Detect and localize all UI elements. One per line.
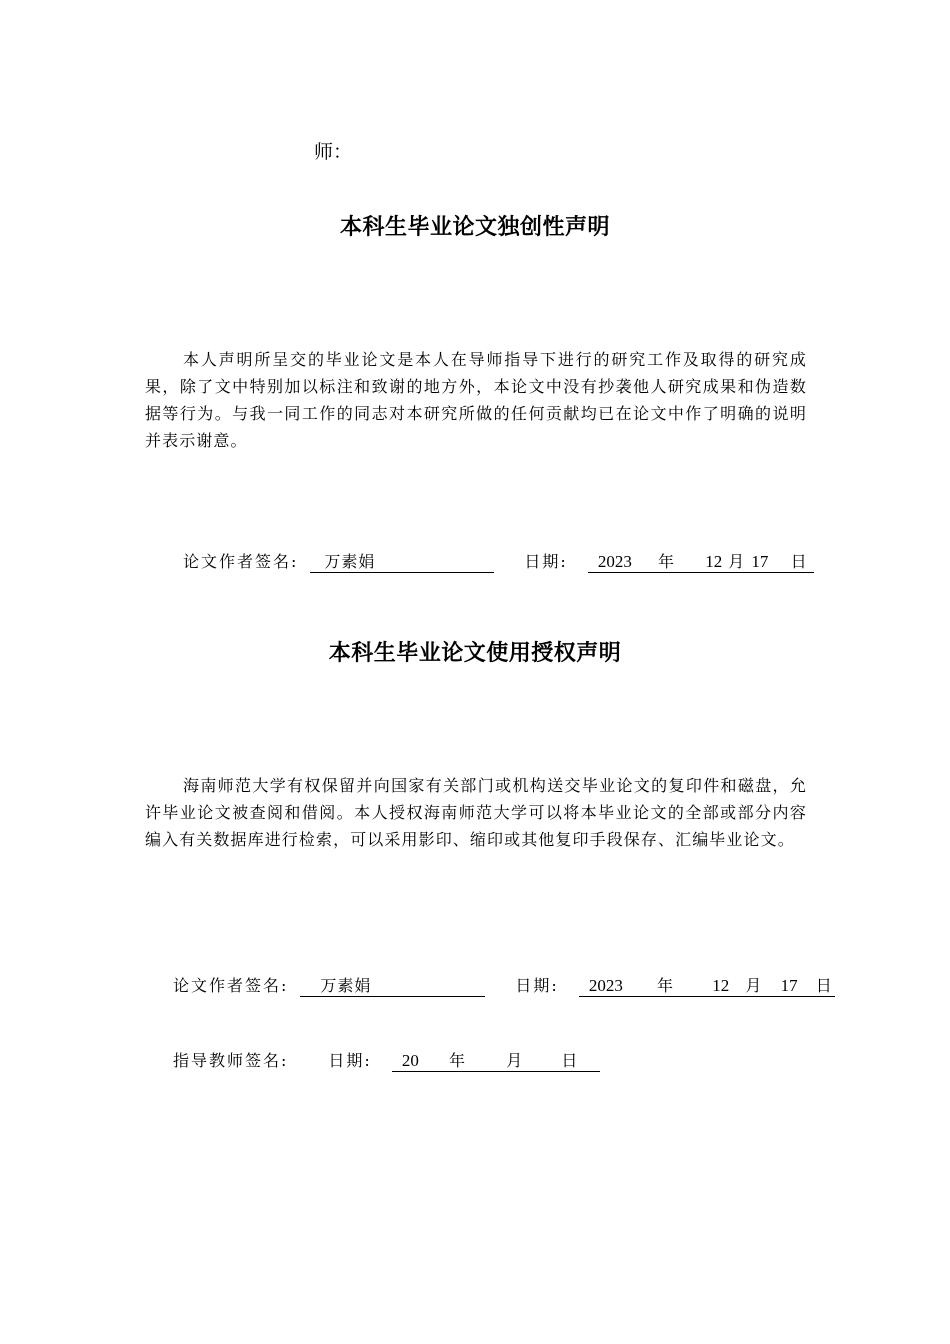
- advisor-date-day-unit: 日: [561, 1051, 579, 1070]
- author-signature-name: 万素娟: [320, 976, 372, 995]
- advisor-date-year-unit: 年: [449, 1051, 467, 1070]
- date-year-unit: 年: [657, 976, 675, 995]
- date-field[interactable]: [579, 976, 835, 997]
- advisor-date-year: 20: [401, 1051, 419, 1070]
- authorization-signature-line: [173, 973, 835, 997]
- date-month: 12: [712, 976, 730, 995]
- date-month-unit: 月: [745, 976, 763, 995]
- date-year: 2023: [597, 552, 632, 571]
- date-year: 2023: [588, 976, 623, 995]
- date-label: 日期:: [515, 976, 559, 995]
- advisor-signature-line: [173, 1048, 600, 1072]
- date-day: 17: [751, 552, 769, 571]
- author-signature-label: 论文作者签名:: [183, 552, 299, 571]
- date-field[interactable]: [588, 552, 814, 573]
- advisor-date-field[interactable]: [392, 1051, 601, 1072]
- date-month-unit: 月: [728, 552, 746, 571]
- authorization-body: 海南师范大学有权保留并向国家有关部门或机构送交毕业论文的复印件和磁盘，允许毕业论文被查阅和借阅。本人授权海南师范大学可以将本毕业论文的全部或部分内容编入有关数据库进行检索，可以采用影印、缩印或其他复印手段保存、汇编毕业论文。: [145, 776, 807, 849]
- advisor-label-fragment: 师：: [314, 141, 353, 163]
- author-signature-field[interactable]: [310, 552, 494, 573]
- date-label: 日期:: [524, 552, 568, 571]
- advisor-signature-label: 指导教师签名:: [173, 1051, 289, 1070]
- author-signature-field[interactable]: [300, 976, 485, 997]
- originality-signature-line: [183, 549, 814, 573]
- date-year-unit: 年: [658, 552, 676, 571]
- date-day: 17: [780, 976, 798, 995]
- advisor-date-month-unit: 月: [506, 1051, 524, 1070]
- authorization-title: 本科生毕业论文使用授权声明: [328, 641, 622, 666]
- author-signature-label: 论文作者签名:: [173, 976, 289, 995]
- date-month: 12: [705, 552, 723, 571]
- originality-body: 本人声明所呈交的毕业论文是本人在导师指导下进行的研究工作及取得的研究成果，除了文中特别加以标注和致谢的地方外，本论文中没有抄袭他人研究成果和伪造数据等行为。与我一同工作的同志对本研究所做的任何贡献均已在论文中作了明确的说明并表示谢意。: [145, 350, 807, 450]
- date-day-unit: 日: [815, 976, 833, 995]
- date-day-unit: 日: [790, 552, 808, 571]
- author-signature-name: 万素娟: [324, 552, 376, 571]
- originality-title: 本科生毕业论文独创性声明: [339, 215, 610, 240]
- advisor-date-label: 日期:: [328, 1051, 372, 1070]
